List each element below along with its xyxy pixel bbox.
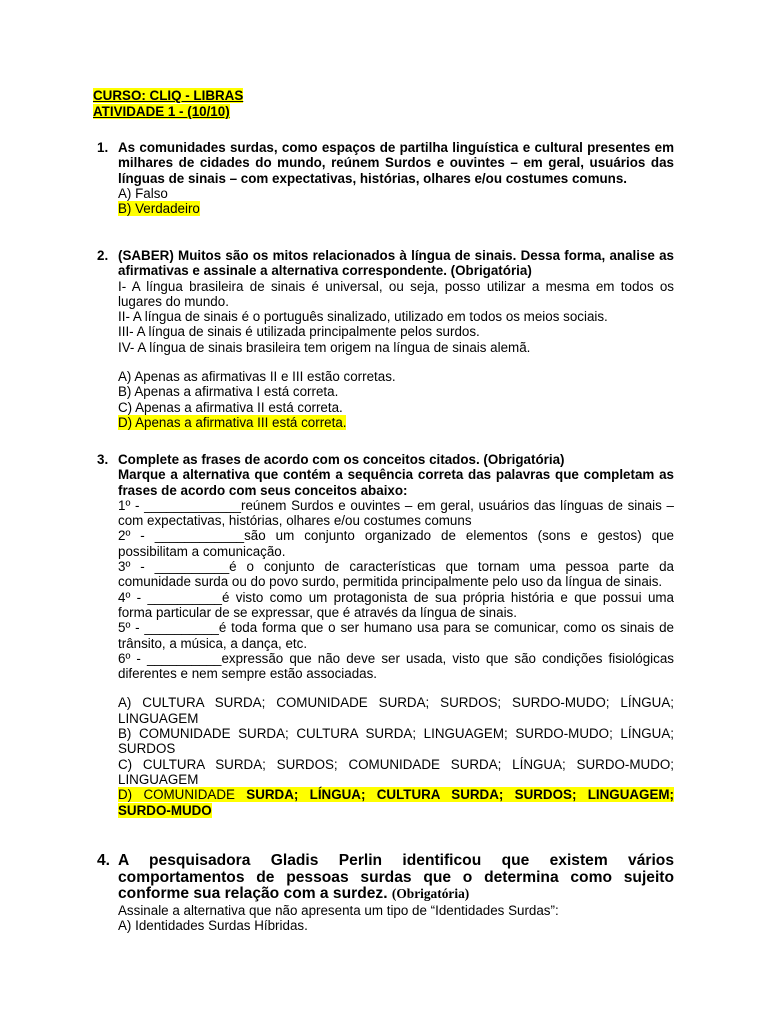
item-3: 3º - __________é o conjunto de características que tornam uma pessoa parte da comunidade surda ou do povo surdo, permitida principalmente pelo uso da língua de sinais. bbox=[118, 559, 674, 590]
option-a: A) Identidades Surdas Híbridas. bbox=[118, 917, 308, 933]
question-number: 3. bbox=[97, 452, 109, 467]
option-b: B) Verdadeiro bbox=[118, 201, 200, 217]
required-label: (Obrigatória) bbox=[391, 886, 470, 901]
question-instruction: Assinale a alternativa que não apresenta um tipo de “Identidades Surdas”: bbox=[118, 902, 559, 918]
item-4: 4º - __________é visto como um protagonista de sua própria história e que possui uma forma particular de se expressar, que é através da língua de sinais. bbox=[118, 589, 674, 620]
question-text: (SABER) Muitos são os mitos relacionados à língua de sinais. Dessa forma, analise as afirmativas e assinale a alternativa correspondente. (Obrigatória) bbox=[118, 248, 674, 279]
question-3 bbox=[97, 452, 674, 818]
question-text: A pesquisadora Gladis Perlin identificou que existem vários comportamentos de pessoas surdas que o determina como sujeito conforme sua relação com a surdez. (Obrigatória) bbox=[118, 852, 674, 902]
question-instruction: Marque a alternativa que contém a sequência correta das palavras que completam as frases de acordo com seus conceitos abaixo: bbox=[118, 467, 674, 498]
question-number: 4. bbox=[97, 852, 111, 869]
question-2 bbox=[97, 248, 674, 430]
item-6: 6º - __________expressão que não deve ser usada, visto que são condições fisiológicas diferentes e nem sempre estão associadas. bbox=[118, 650, 674, 682]
option-d: D) COMUNIDADE SURDA; LÍNGUA; CULTURA SURDA; SURDOS; LINGUAGEM; SURDO-MUDO bbox=[118, 787, 674, 818]
statement-1: I- A língua brasileira de sinais é universal, ou seja, posso utilizar a mesma em todos os lugares do mundo. bbox=[118, 278, 674, 309]
item-1: 1º - _____________reúnem Surdos e ouvintes – em geral, usuários das línguas de sinais – com expectativas, histórias, olhares e/ou costumes comuns bbox=[118, 497, 674, 529]
course-title: CURSO: CLIQ - LIBRAS bbox=[93, 88, 244, 103]
option-b: B) Apenas a afirmativa I está correta. bbox=[118, 384, 339, 400]
document-header bbox=[93, 88, 693, 120]
question-number: 2. bbox=[97, 248, 109, 263]
option-b: B) COMUNIDADE SURDA; CULTURA SURDA; LINGUAGEM; SURDO-MUDO; LÍNGUA; SURDOS bbox=[118, 726, 674, 757]
option-a: A) Apenas as afirmativas II e III estão corretas. bbox=[118, 369, 396, 385]
question-4 bbox=[97, 852, 674, 933]
statement-4: IV- A língua de sinais brasileira tem origem na língua de sinais alemã. bbox=[118, 339, 531, 355]
statement-2: II- A língua de sinais é o português sinalizado, utilizado em todos os meios sociais. bbox=[118, 309, 608, 325]
activity-title: ATIVIDADE 1 - (10/10) bbox=[93, 104, 230, 119]
question-text: As comunidades surdas, como espaços de partilha linguística e cultural presentes em milhares de cidades do mundo, reúnem Surdos e ouvintes – em geral, usuários das línguas de sinais – com expectativas, histórias, olhares e/ou costumes comuns. bbox=[118, 140, 674, 186]
option-d: D) Apenas a afirmativa III está correta. bbox=[118, 414, 347, 430]
question-title: Complete as frases de acordo com os conceitos citados. (Obrigatória) bbox=[118, 452, 565, 467]
item-2: 2º - ____________são um conjunto organizado de elementos (sons e gestos) que possibilitam a comunicação. bbox=[118, 528, 674, 559]
question-number: 1. bbox=[97, 140, 109, 155]
statement-3: III- A língua de sinais é utilizada principalmente pelos surdos. bbox=[118, 324, 480, 340]
option-a: A) CULTURA SURDA; COMUNIDADE SURDA; SURDOS; SURDO-MUDO; LÍNGUA; LINGUAGEM bbox=[118, 695, 674, 726]
option-c: C) CULTURA SURDA; SURDOS; COMUNIDADE SURDA; LÍNGUA; SURDO-MUDO; LINGUAGEM bbox=[118, 756, 674, 787]
question-1 bbox=[97, 140, 674, 217]
option-a: A) Falso bbox=[118, 185, 168, 201]
item-5: 5º - __________é toda forma que o ser humano usa para se comunicar, como os sinais de trânsito, a música, a dança, etc. bbox=[118, 620, 674, 651]
option-c: C) Apenas a afirmativa II está correta. bbox=[118, 399, 343, 415]
